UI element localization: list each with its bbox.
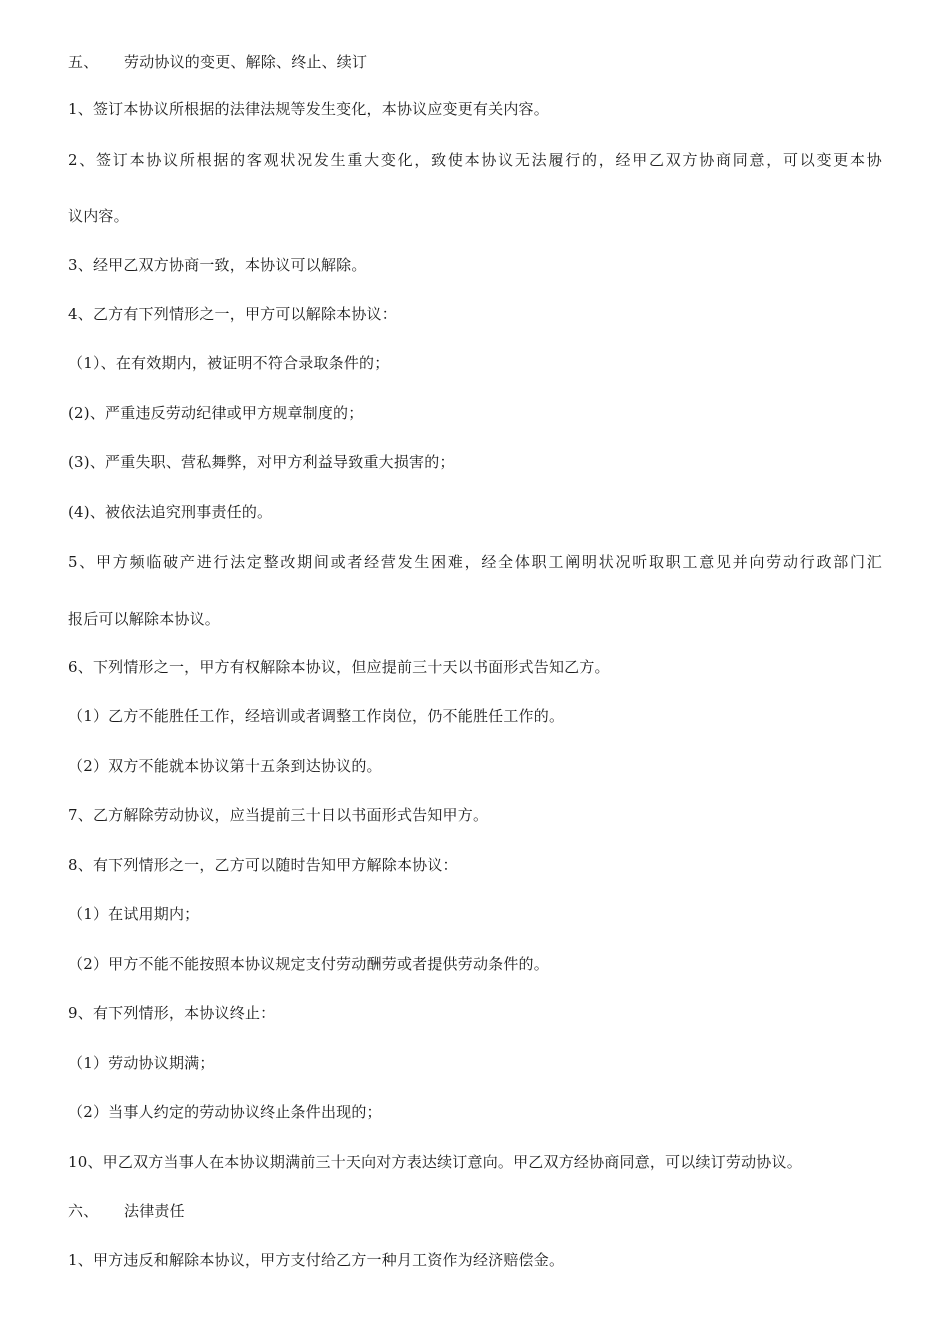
paragraph-line: 报后可以解除本协议。: [68, 610, 221, 628]
paragraph-line: 7、乙方解除劳动协议，应当提前三十日以书面形式告知甲方。: [68, 806, 489, 824]
paragraph-line: 1、甲方违反和解除本协议，甲方支付给乙方一种月工资作为经济赔偿金。: [68, 1251, 565, 1269]
paragraph-line: 议内容。: [68, 207, 129, 225]
paragraph-line: （2）甲方不能不能按照本协议规定支付劳动酬劳或者提供劳动条件的。: [68, 955, 549, 973]
section-five-number: 五、: [68, 53, 99, 71]
paragraph-line: (4)、被依法追究刑事责任的。: [68, 503, 273, 521]
paragraph-line: （1）在试用期内；: [68, 905, 200, 923]
paragraph-line: 6、下列情形之一，甲方有权解除本协议，但应提前三十天以书面形式告知乙方。: [68, 658, 610, 676]
paragraph-line: 5、甲方频临破产进行法定整改期间或者经营发生困难，经全体职工阐明状况听取职工意见并向劳动行政部门汇: [68, 553, 882, 571]
paragraph-line: （2）当事人约定的劳动协议终止条件出现的；: [68, 1103, 382, 1121]
paragraph-line: 1、签订本协议所根据的法律法规等发生变化，本协议应变更有关内容。: [68, 100, 549, 118]
paragraph-line: (3)、严重失职、营私舞弊，对甲方利益导致重大损害的；: [68, 453, 455, 471]
paragraph-line: （1）乙方不能胜任工作，经培训或者调整工作岗位，仍不能胜任工作的。: [68, 707, 565, 725]
paragraph-line: 9、有下列情形，本协议终止：: [68, 1004, 276, 1022]
paragraph-line: （1）劳动协议期满；: [68, 1054, 215, 1072]
paragraph-line: 2、签订本协议所根据的客观状况发生重大变化，致使本协议无法履行的，经甲乙双方协商同意，可以变更本协: [68, 151, 882, 169]
section-six-title: 法律责任: [124, 1202, 185, 1220]
section-five-title: 劳动协议的变更、解除、终止、续订: [124, 53, 368, 71]
section-six-number: 六、: [68, 1202, 99, 1220]
paragraph-line: (2)、严重违反劳动纪律或甲方规章制度的；: [68, 404, 364, 422]
paragraph-line: 3、经甲乙双方协商一致，本协议可以解除。: [68, 256, 367, 274]
paragraph-line: 10、甲乙双方当事人在本协议期满前三十天向对方表达续订意向。甲乙双方经协商同意，可以续订劳动协议。: [68, 1153, 802, 1171]
section-six-heading: [68, 1201, 185, 1221]
paragraph-line: （1）、在有效期内，被证明不符合录取条件的；: [68, 354, 390, 372]
section-five-heading: [68, 52, 367, 72]
paragraph-line: 8、有下列情形之一，乙方可以随时告知甲方解除本协议：: [68, 856, 458, 874]
paragraph-line: （2）双方不能就本协议第十五条到达协议的。: [68, 757, 382, 775]
paragraph-line: 4、乙方有下列情形之一，甲方可以解除本协议：: [68, 305, 397, 323]
